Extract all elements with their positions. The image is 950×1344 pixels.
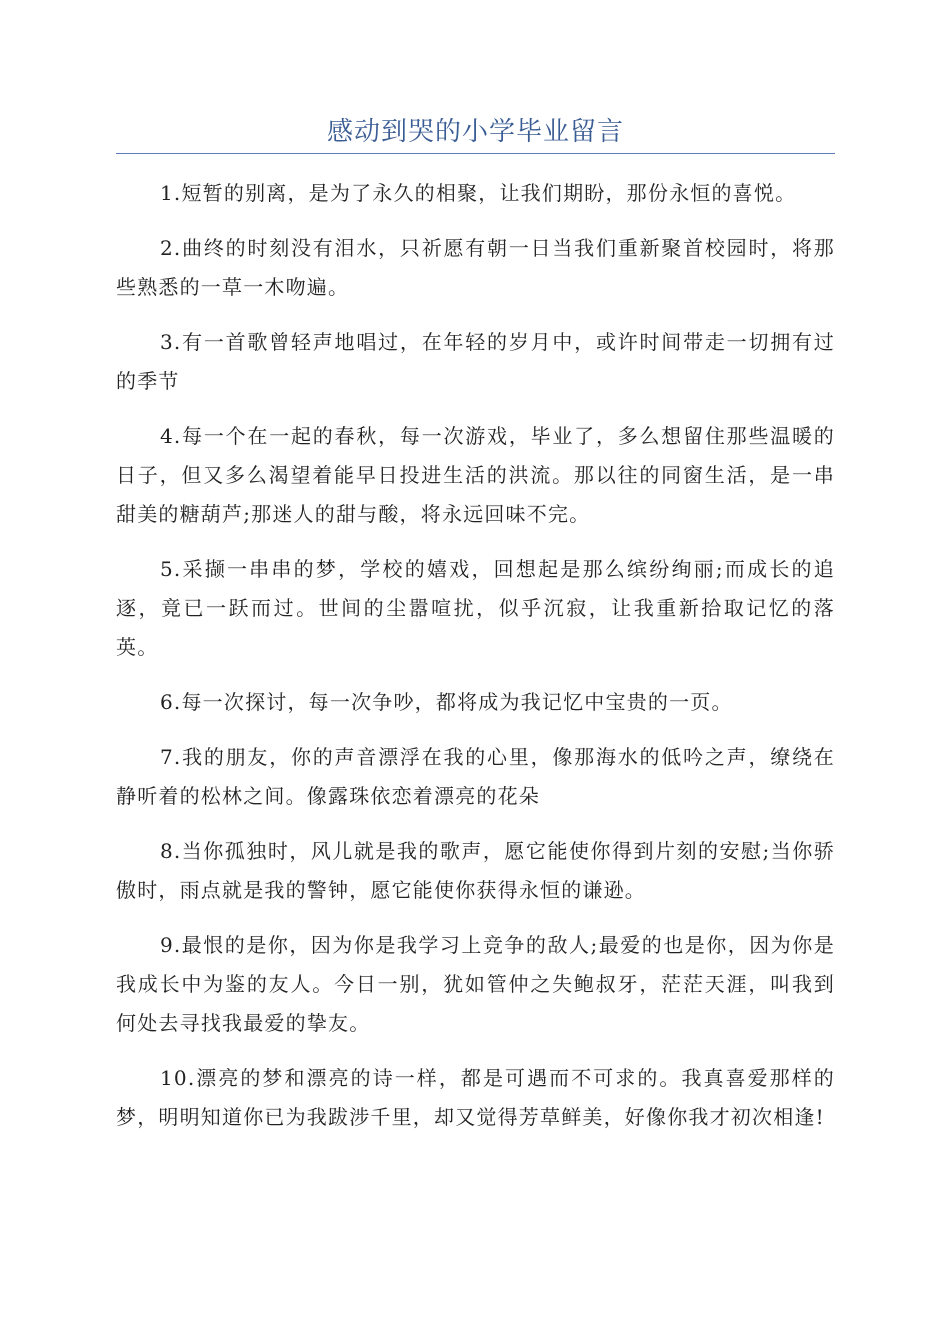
- paragraph-2: 2.曲终的时刻没有泪水，只祈愿有朝一日当我们重新聚首校园时，将那些熟悉的一草一木吻遍。: [116, 236, 835, 299]
- title-underline: [116, 153, 835, 154]
- paragraph-8: 8.当你孤独时，风儿就是我的歌声，愿它能使你得到片刻的安慰;当你骄傲时，雨点就是我的警钟，愿它能使你获得永恒的谦逊。: [116, 839, 835, 902]
- paragraph-7: 7.我的朋友，你的声音漂浮在我的心里，像那海水的低吟之声，缭绕在静听着的松林之间。像露珠依恋着漂亮的花朵: [116, 745, 835, 808]
- paragraph-9: 9.最恨的是你，因为你是我学习上竞争的敌人;最爱的也是你，因为你是我成长中为鉴的友人。今日一别，犹如管仲之失鲍叔牙，茫茫天涯，叫我到何处去寻找我最爱的挚友。: [116, 933, 835, 1035]
- paragraph-4: 4.每一个在一起的春秋，每一次游戏，毕业了，多么想留住那些温暖的日子，但又多么渴望着能早日投进生活的洪流。那以往的同窗生活，是一串甜美的糖葫芦;那迷人的甜与酸，将永远回味不完。: [116, 424, 835, 526]
- paragraph-3: 3.有一首歌曾轻声地唱过，在年轻的岁月中，或许时间带走一切拥有过的季节: [116, 330, 835, 393]
- document-title: 感动到哭的小学毕业留言: [326, 117, 624, 147]
- paragraph-1: 1.短暂的别离，是为了永久的相聚，让我们期盼，那份永恒的喜悦。: [160, 181, 797, 205]
- paragraph-5: 5.采撷一串串的梦，学校的嬉戏，回想起是那么缤纷绚丽;而成长的追逐，竟已一跃而过。世间的尘嚣喧扰，似乎沉寂，让我重新拾取记忆的落英。: [116, 557, 835, 659]
- document-body: [116, 174, 835, 1153]
- paragraph-10: 10.漂亮的梦和漂亮的诗一样，都是可遇而不可求的。我真喜爱那样的梦，明明知道你已为我跋涉千里，却又觉得芳草鲜美，好像你我才初次相逢!: [116, 1066, 835, 1129]
- paragraph-6: 6.每一次探讨，每一次争吵，都将成为我记忆中宝贵的一页。: [160, 690, 733, 714]
